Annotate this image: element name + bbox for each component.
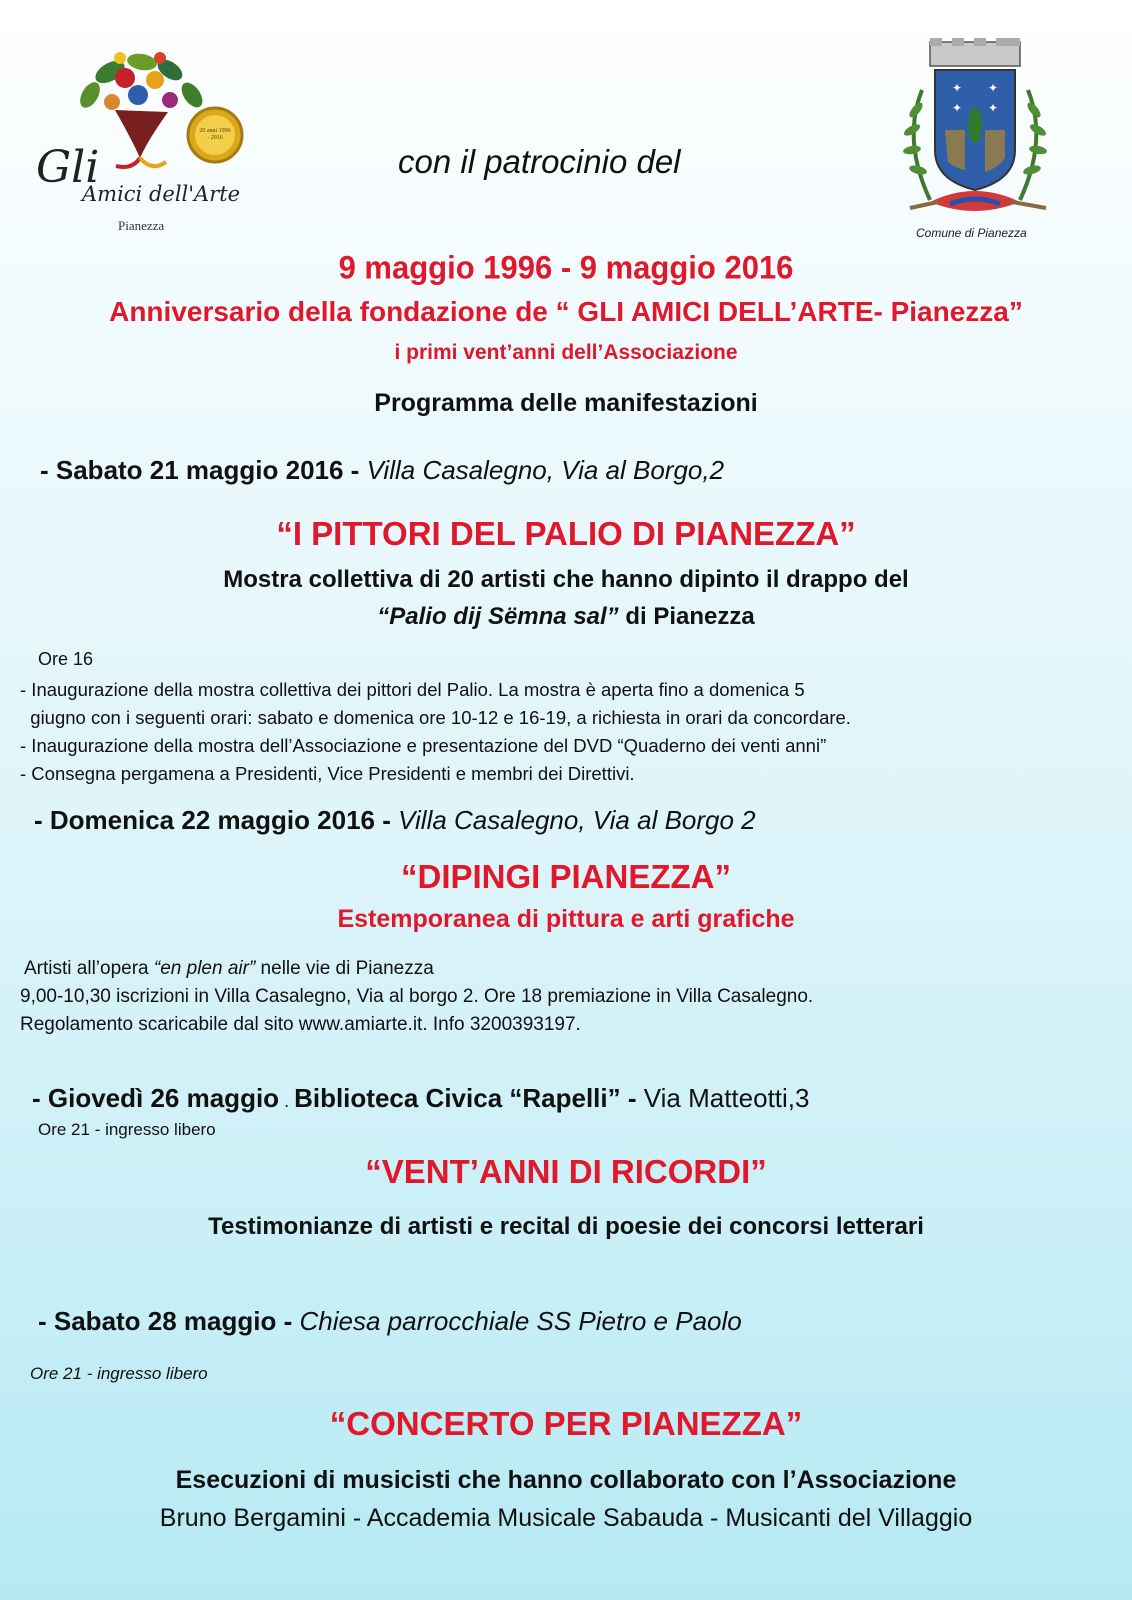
- association-logo: [20, 40, 290, 240]
- event1-list: [20, 676, 1120, 788]
- event1-desc-line2: [0, 603, 1132, 631]
- event2-title: “DIPINGI PIANEZZA”: [400, 858, 732, 895]
- event1-desc-rest: di Pianezza: [618, 603, 755, 630]
- svg-text:✦: ✦: [952, 101, 963, 115]
- event3-time: Ore 21 - ingresso libero: [38, 1120, 216, 1139]
- event1-heading: [40, 455, 724, 486]
- event4-performers: Bruno Bergamini - Accademia Musicale Sabauda - Musicanti del Villaggio: [159, 1504, 973, 1532]
- event2-subtitle: Estemporanea di pittura e arti grafiche: [337, 905, 795, 933]
- svg-text:✦: ✦: [952, 81, 963, 95]
- event2-line1-post: nelle vie di Pianezza: [255, 958, 434, 979]
- svg-text:✦: ✦: [988, 101, 999, 115]
- crest-caption: Comune di Pianezza: [916, 226, 1027, 240]
- program-title: Programma delle manifestazioni: [374, 389, 758, 417]
- list-item: - Consegna pergamena a Presidenti, Vice Presidenti e membri dei Direttivi.: [20, 763, 635, 784]
- event3-date: - Giovedì 26 maggio: [32, 1083, 280, 1113]
- event2-location: Villa Casalegno, Via al Borgo 2: [398, 805, 756, 835]
- event1-desc-line1: Mostra collettiva di 20 artisti che hanno dipinto il drappo del: [223, 566, 909, 593]
- event4-desc: Esecuzioni di musicisti che hanno collaborato con l’Associazione: [175, 1466, 957, 1494]
- event4-date: - Sabato 28 maggio -: [38, 1306, 293, 1336]
- event4-heading: [38, 1306, 742, 1337]
- list-item: giugno con i seguenti orari: sabato e domenica ore 10-12 e 16-19, a richiesta in orari da concordare.: [20, 707, 851, 728]
- event1-location: Villa Casalegno, Via al Borgo,2: [366, 455, 725, 485]
- event1-date: - Sabato 21 maggio 2016 -: [40, 455, 360, 485]
- logo-town: Pianezza: [118, 218, 165, 233]
- palio-name: “Palio dij Sëmna sal”: [377, 603, 619, 630]
- list-item: - Inaugurazione della mostra dell’Associazione e presentazione del DVD “Quaderno dei venti anni”: [20, 735, 827, 756]
- event3-address: Via Matteotti,3: [643, 1083, 810, 1113]
- event2-detail-line: 9,00-10,30 iscrizioni in Villa Casalegno, Via al borgo 2. Ore 18 premiazione in Villa Casalegno.: [20, 986, 814, 1007]
- event2-detail-line: Regolamento scaricabile dal sito www.amiarte.it. Info 3200393197.: [20, 1014, 581, 1035]
- event2-line1-pre: Artisti all’opera: [24, 958, 154, 979]
- anniversary-title: Anniversario della fondazione de “ GLI AMICI DELL’ARTE- Pianezza”: [109, 296, 1023, 327]
- patronage-text: con il patrocinio del: [398, 143, 681, 180]
- event3-heading: [32, 1083, 809, 1114]
- event2-details: [20, 955, 1120, 1039]
- event1-title: “I PITTORI DEL PALIO DI PIANEZZA”: [276, 515, 856, 552]
- event2-line1-italic: “en plen air”: [153, 958, 256, 979]
- logo-text-amici: Amici dell'Arte: [82, 182, 241, 206]
- svg-text:✦: ✦: [988, 81, 999, 95]
- event3-title: “VENT’ANNI DI RICORDI”: [365, 1153, 767, 1190]
- anniversary-dates: 9 maggio 1996 - 9 maggio 2016: [338, 248, 794, 287]
- event3-separator: .: [279, 1091, 295, 1111]
- logo-text-gli: Gli: [36, 142, 100, 193]
- event1-time: Ore 16: [38, 649, 94, 669]
- anniversary-subtitle: i primi vent’anni dell’Associazione: [394, 341, 738, 364]
- event2-detail-line: [20, 955, 1120, 983]
- event2-date: - Domenica 22 maggio 2016 -: [34, 805, 391, 835]
- event3-desc: Testimonianze di artisti e recital di poesie dei concorsi letterari: [208, 1213, 924, 1240]
- event4-title: “CONCERTO PER PIANEZZA”: [329, 1405, 803, 1442]
- event4-location: Chiesa parrocchiale SS Pietro e Paolo: [299, 1306, 742, 1336]
- event4-time: Ore 21 - ingresso libero: [30, 1364, 208, 1383]
- bouquet-icon: [20, 40, 290, 240]
- coat-of-arms-icon: [890, 30, 1080, 230]
- municipality-crest: [890, 30, 1080, 245]
- list-item: - Inaugurazione della mostra collettiva dei pittori del Palio. La mostra è aperta fino a domenica 5: [20, 679, 805, 700]
- event3-venue: Biblioteca Civica “Rapelli” -: [294, 1083, 637, 1113]
- event2-heading: [34, 805, 756, 836]
- anniversary-seal-text: 20 anni 1996 - 2016: [199, 128, 231, 141]
